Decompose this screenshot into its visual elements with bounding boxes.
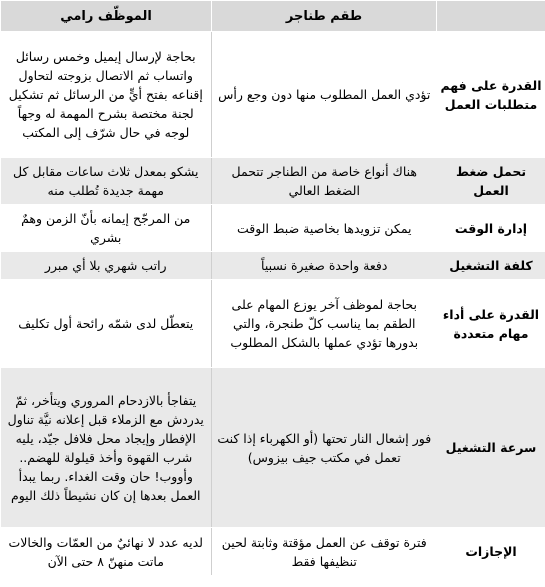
pan-cell: فور إشعال النار تحتها (أو الكهرباء إذا كنت تعمل في مكتب جيف بيزوس) bbox=[212, 368, 437, 528]
row-label: الإجازات bbox=[437, 528, 545, 576]
rami-cell: راتب شهري بلا أي مبرر bbox=[1, 252, 212, 280]
row-label: كلفة التشغيل bbox=[437, 252, 545, 280]
rami-cell: بحاجة لإرسال إيميل وخمس رسائل واتساب ثم الاتصال بزوجته لتحاول إقناعه بفتح أيٍّ من الرسائل ثم تشكيل لجنة مختصة بشرح المهمة له وجهاً لوجه في حال شرّف إلى المكتب bbox=[1, 32, 212, 158]
row-label: تحمل ضغط العمل bbox=[437, 158, 545, 205]
table-row bbox=[1, 368, 545, 528]
pan-cell: فترة توقف عن العمل مؤقتة وثابتة لحين تنظيفها فقط bbox=[212, 528, 437, 576]
rami-cell: يتعطّل لدى شمّه رائحة أول تكليف bbox=[1, 280, 212, 368]
table-header-row bbox=[1, 1, 545, 32]
pan-cell: بحاجة لموظف آخر يوزع المهام على الطقم بما يناسب كلّ طنجرة، والتي بدورها تؤدي عملها بالشكل المطلوب bbox=[212, 280, 437, 368]
row-label: القدرة على فهم متطلبات العمل bbox=[437, 32, 545, 158]
row-label: سرعة التشغيل bbox=[437, 368, 545, 528]
rami-cell: لديه عدد لا نهائيٌ من العمّات والخالات ماتت منهنّ ٨ حتى الآن bbox=[1, 528, 212, 576]
table-row bbox=[1, 528, 545, 576]
pan-cell: هناك أنواع خاصة من الطناجر تتحمل الضغط العالي bbox=[212, 158, 437, 205]
pan-cell: دفعة واحدة صغيرة نسبياً bbox=[212, 252, 437, 280]
table-row bbox=[1, 158, 545, 205]
table-row bbox=[1, 252, 545, 280]
rami-cell: يتفاجأ بالازدحام المروري ويتأخر، ثمّ يدردش مع الزملاء قبل إعلانه نيَّة تناول الإفطار وإيجاد محل فلافل جيّد، يليه شرب القهوة وأخذ قيلولة للهضم.. وأووب! حان وقت الغداء. ربما يبدأ العمل بعدها إن كان نشيطاً ذلك اليوم bbox=[1, 368, 212, 528]
header-criterion bbox=[437, 1, 545, 32]
pan-cell: يمكن تزويدها بخاصية ضبط الوقت bbox=[212, 205, 437, 252]
header-rami: الموظّف رامي bbox=[1, 1, 212, 32]
header-pan: طقم طناجر bbox=[212, 1, 437, 32]
table-row bbox=[1, 32, 545, 158]
pan-cell: تؤدي العمل المطلوب منها دون وجع رأس bbox=[212, 32, 437, 158]
table-row bbox=[1, 205, 545, 252]
row-label: القدرة على أداء مهام متعددة bbox=[437, 280, 545, 368]
rami-cell: من المرجّح إيمانه بأنّ الزمن وهمٌ بشري bbox=[1, 205, 212, 252]
rami-cell: يشكو بمعدل ثلاث ساعات مقابل كل مهمة جديدة تُطلب منه bbox=[1, 158, 212, 205]
table-row bbox=[1, 280, 545, 368]
row-label: إدارة الوقت bbox=[437, 205, 545, 252]
